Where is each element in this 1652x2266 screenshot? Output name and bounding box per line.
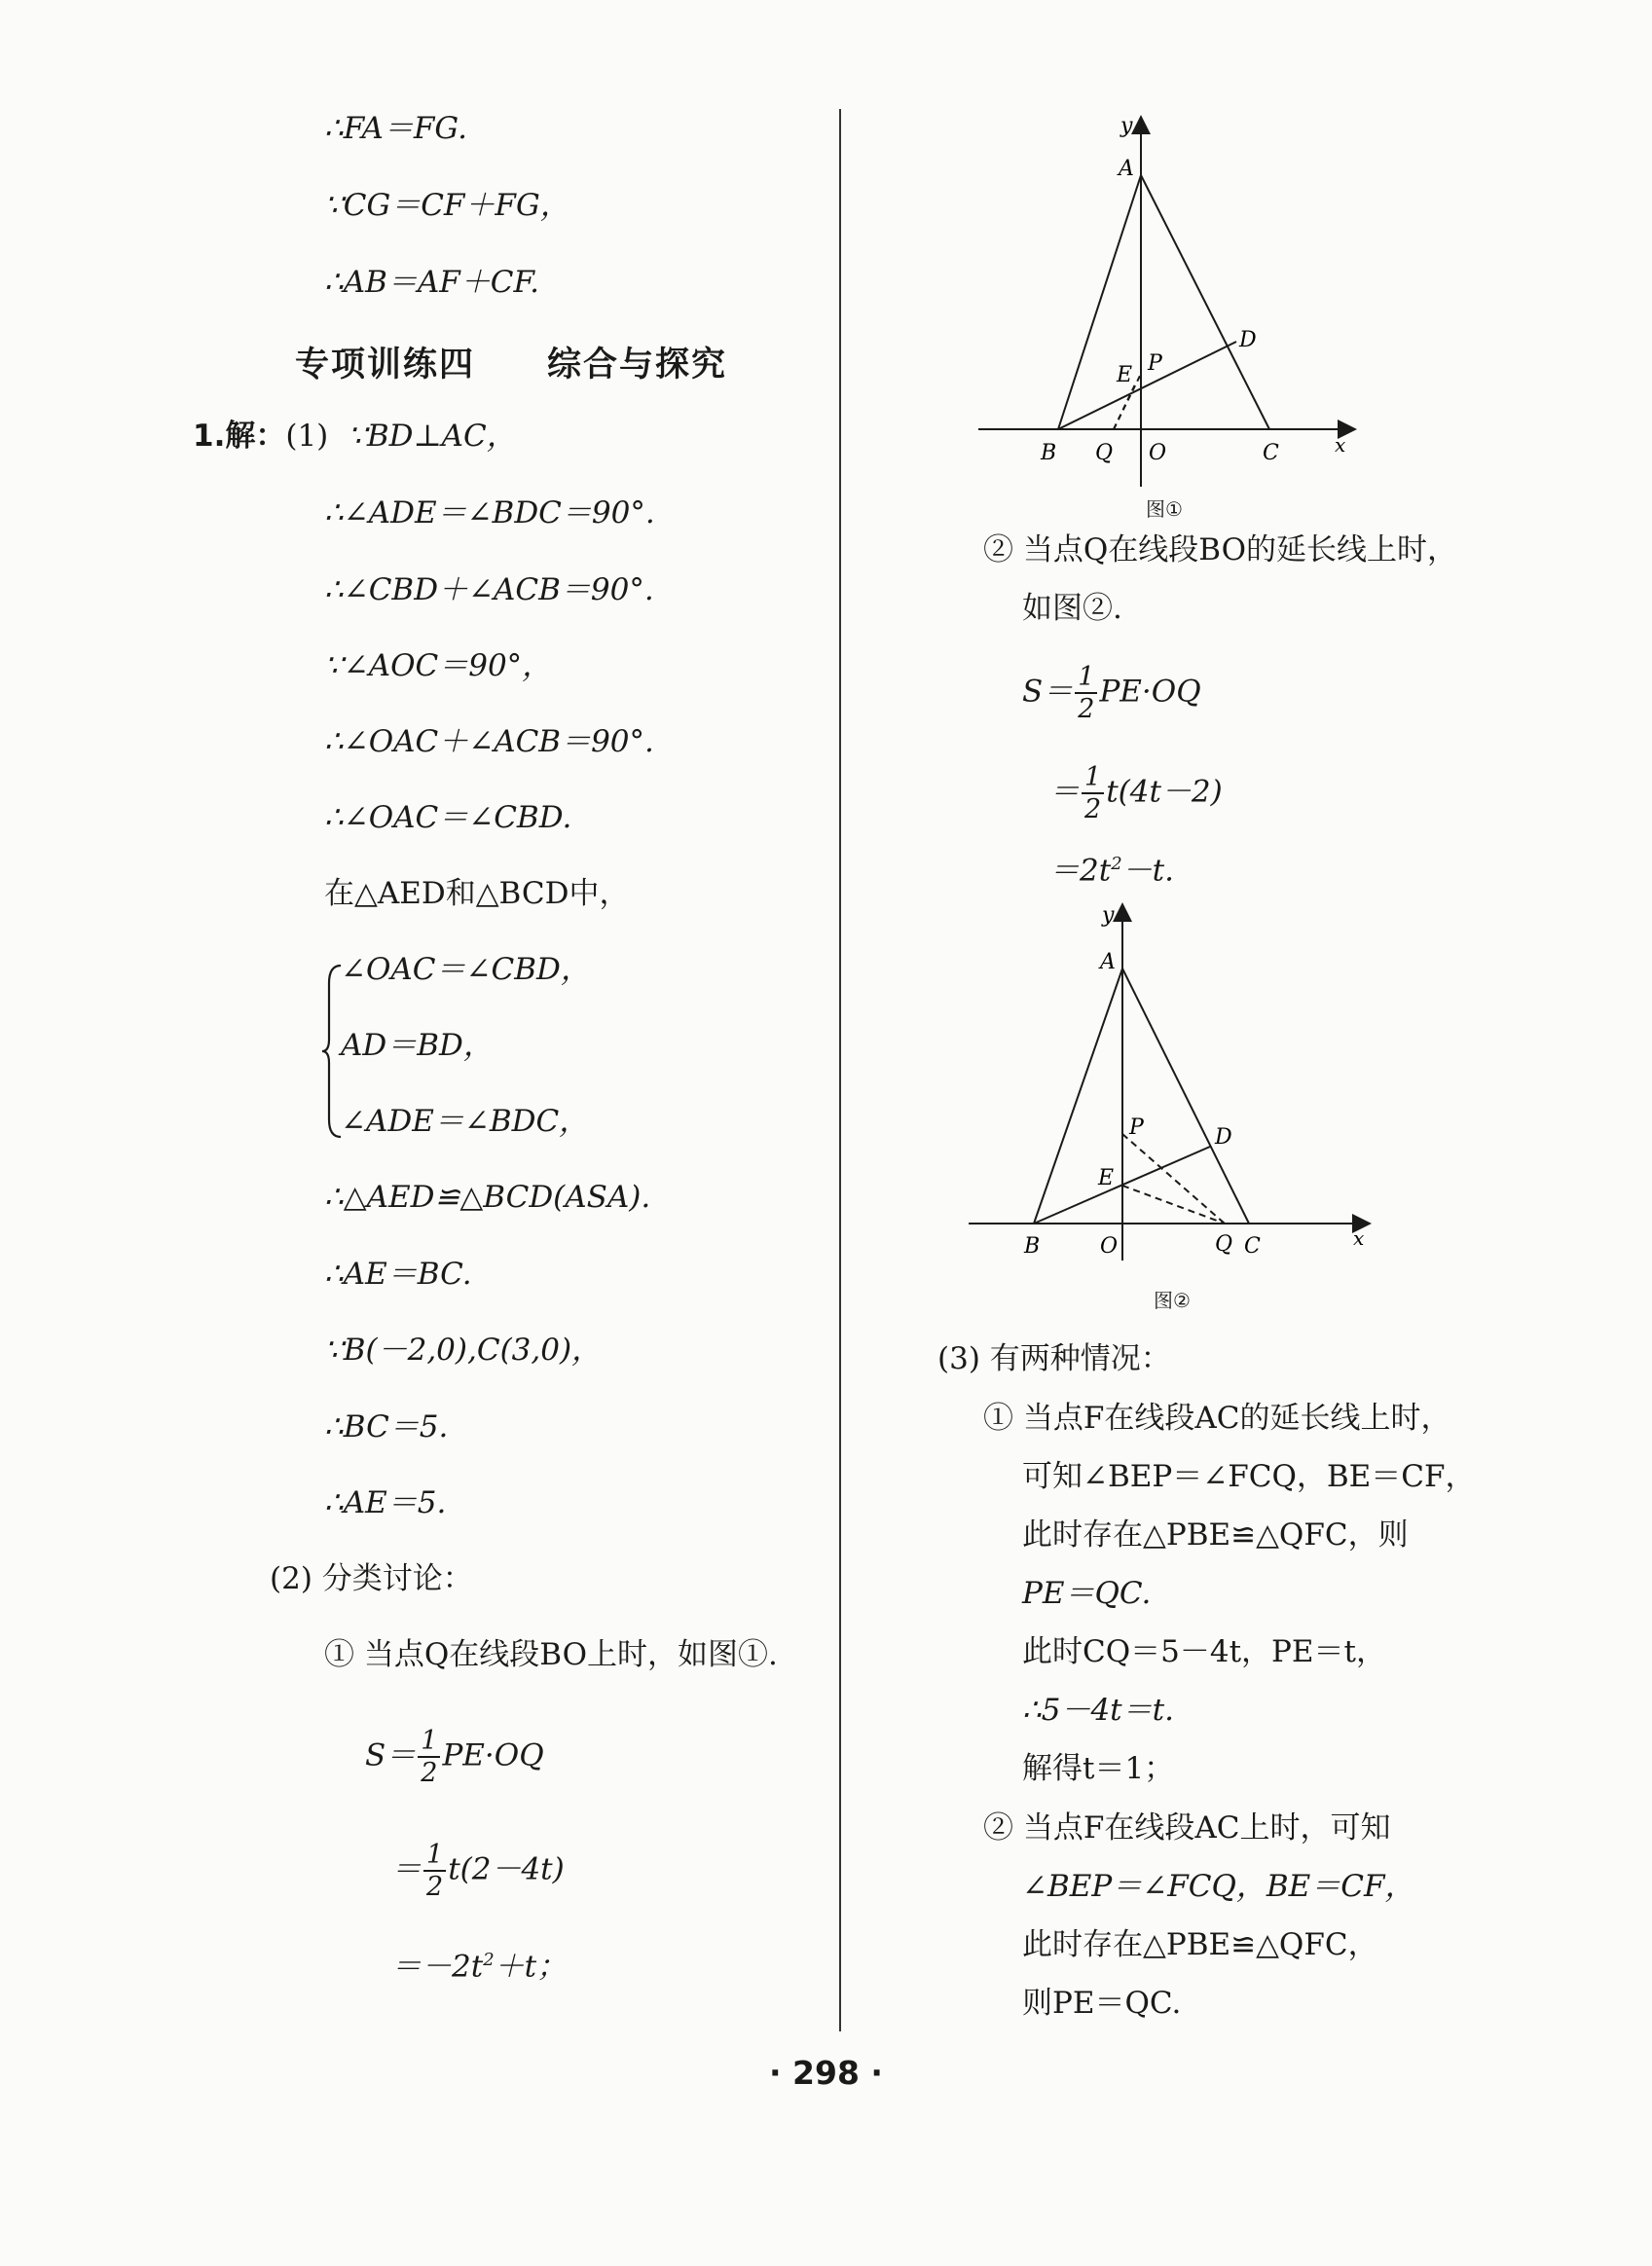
fraction <box>423 1842 446 1900</box>
text-line: ② 当点F在线段AC上时，可知 <box>983 1810 1391 1846</box>
label-o: O <box>1149 441 1167 465</box>
fraction-denominator: 2 <box>426 1872 444 1902</box>
text-line: ∵BD⊥AC， <box>348 419 517 454</box>
label-x: x <box>1335 433 1346 457</box>
segment-qe <box>1114 384 1135 429</box>
text-line: ∴BC＝5. <box>324 1409 449 1444</box>
label-q: Q <box>1215 1232 1233 1257</box>
formula-line <box>1022 664 1201 722</box>
text-line: ∴AB＝AF＋CF. <box>324 265 540 300</box>
text-line: (2) 分类讨论： <box>270 1561 473 1596</box>
system-line: ∠ADE＝∠BDC， <box>341 1104 590 1139</box>
page-number: · 298 · <box>769 2054 883 2092</box>
formula-part: t(2－4t) <box>448 1851 565 1887</box>
text-line: ② 当点Q在线段BO的延长线上时， <box>983 532 1458 567</box>
label-p: P <box>1148 351 1162 376</box>
formula-part: －t. <box>1121 853 1174 889</box>
label-x: x <box>1353 1226 1365 1250</box>
exponent: 2 <box>483 1950 495 1970</box>
text-line: ∴∠OAC＝∠CBD. <box>324 800 572 835</box>
formula-line <box>391 1941 567 1986</box>
text-line: (3) 有两种情况： <box>937 1341 1171 1376</box>
system-line: AD＝BD， <box>341 1028 494 1063</box>
label-q: Q <box>1095 441 1114 465</box>
text-line: ∴FA＝FG. <box>324 111 467 146</box>
figure-1-caption: 图① <box>1146 497 1183 521</box>
text-line: ① 当点Q在线段BO上时，如图①. <box>324 1637 778 1672</box>
text-line: ∴AE＝5. <box>324 1485 447 1520</box>
text-line: 解得t＝1； <box>1022 1751 1175 1786</box>
text-line: ∵B(－2,0),C(3,0)， <box>324 1333 603 1368</box>
label-y: y <box>1102 903 1115 928</box>
question-label: 1.解： <box>193 419 286 454</box>
label-c: C <box>1263 441 1279 465</box>
text-line: 此时存在△PBE≌△QFC，则 <box>1022 1517 1409 1553</box>
formula-part: S＝ <box>1022 674 1074 710</box>
label-e: E <box>1098 1166 1115 1190</box>
fraction-numerator: 1 <box>423 1842 446 1872</box>
formula-part: ＝2t <box>1049 853 1112 889</box>
fraction-denominator: 2 <box>421 1758 438 1788</box>
exponent: 2 <box>1111 854 1122 874</box>
fraction <box>418 1728 440 1786</box>
text-line: ∴∠OAC＋∠ACB＝90°. <box>324 724 654 759</box>
fraction-numerator: 1 <box>1082 764 1104 794</box>
formula-part: ＝ <box>1049 774 1080 810</box>
text-line: ∵∠AOC＝90°， <box>324 648 553 683</box>
segment-ab <box>1058 175 1141 429</box>
label-p: P <box>1129 1115 1144 1140</box>
label-a: A <box>1119 157 1134 181</box>
text-line: 如图②. <box>1022 591 1122 626</box>
formula-line <box>365 1728 544 1786</box>
fraction <box>1082 764 1104 822</box>
formula-part: PE·OQ <box>442 1737 544 1773</box>
label-d: D <box>1239 328 1257 352</box>
text-line: ① 当点F在线段AC的延长线上时， <box>983 1401 1451 1436</box>
fraction-denominator: 2 <box>1078 694 1095 724</box>
label-e: E <box>1117 363 1133 387</box>
formula-line <box>391 1842 565 1900</box>
column-divider <box>839 109 841 2031</box>
fraction <box>1075 664 1097 722</box>
label-o: O <box>1100 1234 1119 1259</box>
text-line: 此时CQ＝5－4t，PE＝t， <box>1022 1634 1386 1669</box>
formula-part: ＝－2t <box>391 1949 484 1985</box>
text-line: ∠BEP＝∠FCQ，BE＝CF， <box>1022 1869 1415 1904</box>
text-line: ∴5－4t＝t. <box>1022 1693 1174 1728</box>
formula-line <box>1049 764 1223 822</box>
label-b: B <box>1041 441 1057 465</box>
segment-ac <box>1122 969 1249 1224</box>
part-label: (1) <box>285 419 329 454</box>
text-line: 在△AED和△BCD中， <box>324 876 630 911</box>
text-line: PE＝QC. <box>1022 1576 1152 1611</box>
brace-icon <box>321 964 343 1139</box>
text-line: ∴AE＝BC. <box>324 1257 472 1292</box>
text-line: ∵CG＝CF＋FG， <box>324 188 570 223</box>
figure-2 <box>964 900 1382 1270</box>
label-b: B <box>1024 1234 1041 1259</box>
text-line: 可知∠BEP＝∠FCQ，BE＝CF， <box>1022 1459 1476 1494</box>
text-line: 此时存在△PBE≌△QFC， <box>1022 1927 1378 1962</box>
question-1 <box>193 417 517 456</box>
formula-part: PE·OQ <box>1099 674 1201 710</box>
section-heading: 专项训练四 综合与探究 <box>295 346 728 384</box>
segment-ac <box>1141 175 1269 429</box>
text-line: ∴∠ADE＝∠BDC＝90°. <box>324 495 655 530</box>
label-d: D <box>1215 1125 1232 1150</box>
formula-line <box>1049 845 1174 890</box>
formula-part: t(4t－2) <box>1106 774 1223 810</box>
segment-eq <box>1122 1186 1225 1224</box>
formula-part: S＝ <box>365 1737 417 1773</box>
label-a: A <box>1100 950 1116 974</box>
figure-1 <box>978 109 1368 498</box>
text-line: ∴△AED≌△BCD(ASA). <box>324 1180 651 1215</box>
fraction-numerator: 1 <box>418 1728 440 1758</box>
fraction-denominator: 2 <box>1084 794 1102 824</box>
label-y: y <box>1120 114 1133 138</box>
formula-part: ＋t； <box>494 1949 568 1985</box>
fraction-numerator: 1 <box>1075 664 1097 694</box>
formula-part: ＝ <box>391 1851 422 1887</box>
text-line: 则PE＝QC. <box>1022 1986 1182 2021</box>
label-c: C <box>1244 1234 1261 1259</box>
system-line: ∠OAC＝∠CBD， <box>341 952 591 987</box>
figure-2-caption: 图② <box>1154 1289 1191 1312</box>
text-line: ∴∠CBD＋∠ACB＝90°. <box>324 572 654 607</box>
